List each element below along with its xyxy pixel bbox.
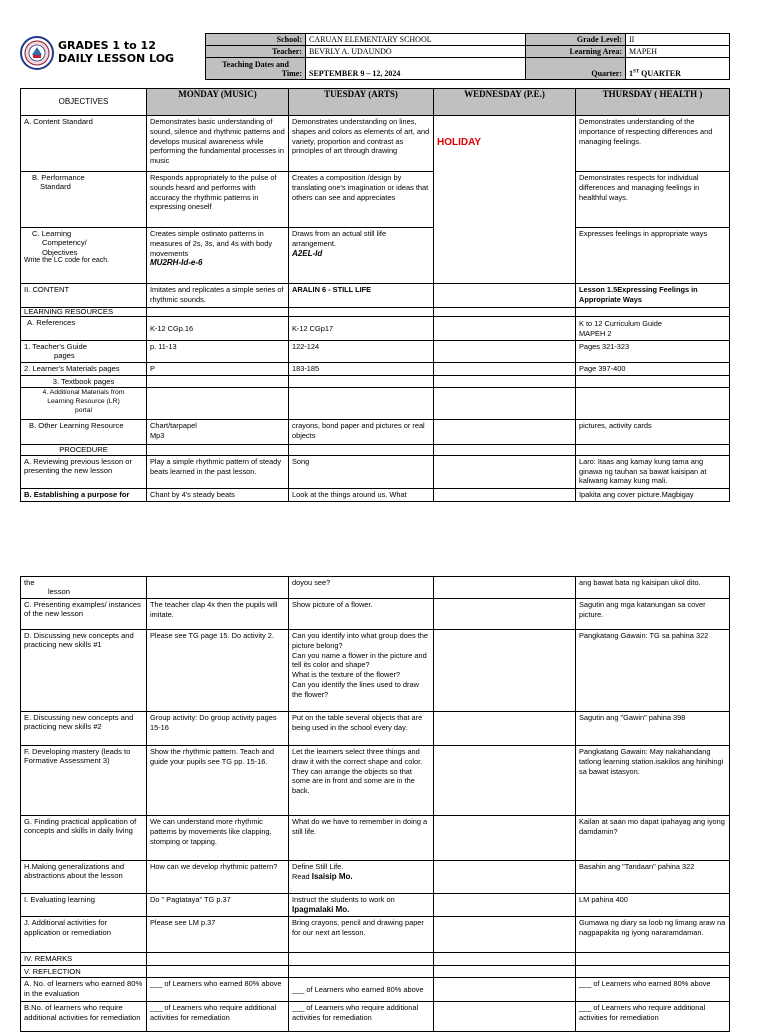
monday-cell: Please see TG page 15. Do activity 2. — [147, 630, 289, 712]
row-label: E. Discussing new concepts and practicing new skills #2 — [21, 712, 147, 746]
row-label: G. Finding practical application of concepts and skills in daily living — [21, 816, 147, 861]
row-label: B.No. of learners who require additional activities for remediation — [21, 1002, 147, 1032]
thursday-cell: Sagutin ang mga katanungan sa cover picture. — [576, 599, 730, 630]
header-info-table — [205, 33, 730, 80]
table-row — [21, 341, 730, 363]
monday-cell: The teacher clap 4x then the pupils will imitate. — [147, 599, 289, 630]
thursday-cell: LM pahina 400 — [576, 894, 730, 917]
tuesday-cell: ___ of Learners who require additional activities for remediation — [289, 1002, 434, 1032]
table-row — [21, 308, 730, 317]
row-label: H.Making generalizations and abstractions about the lesson — [21, 861, 147, 894]
tuesday-cell — [289, 445, 434, 455]
wednesday-cell — [434, 746, 576, 816]
monday-cell — [147, 965, 289, 977]
thursday-cell — [576, 308, 730, 317]
table-row — [21, 816, 730, 861]
row-label — [21, 341, 147, 363]
thursday-cell: ang bawat bata ng kaisipan ukol dito. — [576, 577, 730, 599]
wednesday-cell — [434, 1002, 576, 1032]
monday-cell: K-12 CGp.16 — [147, 317, 289, 341]
tuesday-cell: Look at the things around us. What — [289, 488, 434, 501]
wednesday-cell — [434, 375, 576, 387]
row-label — [21, 228, 147, 284]
quarter-value — [626, 58, 730, 80]
grade-level-label: Grade Level: — [526, 34, 626, 46]
teaching-dates-label — [206, 58, 306, 80]
monday-cell: Group activity: Do group activity pages 15-16 — [147, 712, 289, 746]
wednesday-cell — [434, 284, 576, 308]
tuesday-cell: 122-124 — [289, 341, 434, 363]
thursday-cell: Pangkatang Gawain: TG sa pahina 322 — [576, 630, 730, 712]
quarter-number: 1 — [629, 69, 633, 79]
tuesday-cell — [289, 953, 434, 965]
tuesday-competency-text: Draws from an actual still life arrangement. — [292, 229, 387, 248]
lesson-log-table-page-2 — [20, 576, 730, 1032]
table-row — [21, 455, 730, 488]
monday-cell: Imitates and replicates a simple series of rhythmic sounds. — [147, 284, 289, 308]
tuesday-cell: Creates a composition /design by translating one's imagination or ideas that others can see and appreciates — [289, 172, 434, 228]
wednesday-cell — [434, 420, 576, 445]
thursday-cell: Laro: Itaas ang kamay kung tama ang ginawa ng tauhan sa bawat kaisipan at kaliwang kamay kung mali. — [576, 455, 730, 488]
monday-cell — [147, 388, 289, 420]
quarter-suffix: ST — [633, 69, 640, 75]
wednesday-cell — [434, 712, 576, 746]
row-label: 2. Learner's Materials pages — [21, 363, 147, 376]
thursday-cell: Sagutin ang "Gawin" pahina 398 — [576, 712, 730, 746]
thursday-cell — [576, 375, 730, 387]
wednesday-cell — [434, 577, 576, 599]
tuesday-cell — [289, 894, 434, 917]
table-row — [21, 599, 730, 630]
monday-header: MONDAY (MUSIC) — [147, 89, 289, 116]
table-row — [21, 894, 730, 917]
title-line-1: GRADES 1 to 12 — [58, 39, 156, 52]
title-line-2: DAILY LESSON LOG — [58, 52, 175, 65]
tuesday-cell: crayons, bond paper and pictures or real objects — [289, 420, 434, 445]
tuesday-cell: ARALIN 6 - STILL LIFE — [289, 284, 434, 308]
table-row — [21, 630, 730, 712]
wednesday-cell — [434, 917, 576, 953]
monday-cell — [147, 445, 289, 455]
monday-lc-code: MU2RH-Id-e-6 — [150, 258, 203, 268]
wednesday-cell — [434, 317, 576, 341]
monday-cell — [147, 953, 289, 965]
wednesday-cell — [434, 953, 576, 965]
monday-cell: P — [147, 363, 289, 376]
row-label: D. Discussing new concepts and practicing new skills #1 — [21, 630, 147, 712]
tuesday-cell: doyou see? — [289, 577, 434, 599]
row-label: A. References — [21, 317, 147, 341]
table-row — [21, 917, 730, 953]
row-label: V. REFLECTION — [21, 965, 147, 977]
tuesday-generalization-line-2 — [292, 872, 430, 883]
monday-cell — [147, 375, 289, 387]
row-label-line: C. Learning — [32, 229, 72, 238]
row-label — [21, 172, 147, 228]
row-label: B. Establishing a purpose for — [21, 488, 147, 501]
monday-cell: Please see LM p.37 — [147, 917, 289, 953]
wednesday-holiday-cell — [434, 116, 576, 284]
row-label-line: Competency/ — [42, 238, 87, 248]
tuesday-cell: 183-185 — [289, 363, 434, 376]
row-label-line: Learning Resource (LR) — [47, 398, 120, 406]
tuesday-cell: Show picture of a flower. — [289, 599, 434, 630]
table-row — [21, 228, 730, 284]
row-label-line: B. Performance — [32, 173, 85, 182]
thursday-cell: Page 397-400 — [576, 363, 730, 376]
lesson-log-table-page-1 — [20, 88, 730, 502]
row-label: A. Reviewing previous lesson or presenting the new lesson — [21, 455, 147, 488]
thursday-cell — [576, 953, 730, 965]
objectives-header: OBJECTIVES — [21, 89, 147, 116]
table-row — [21, 317, 730, 341]
row-label: C. Presenting examples/ instances of the new lesson — [21, 599, 147, 630]
monday-cell: How can we develop rhythmic pattern? — [147, 861, 289, 894]
grade-level-value: II — [626, 34, 730, 46]
deped-seal-icon — [20, 36, 54, 70]
row-label: A. Content Standard — [21, 116, 147, 172]
table-row — [21, 953, 730, 965]
thursday-cell: Basahin ang "Tandaan" pahina 322 — [576, 861, 730, 894]
monday-resource-line-2: Mp3 — [150, 431, 165, 441]
monday-competency-text: Creates simple ostinato patterns in measures of 2s, 3s, and 4s with body movements — [150, 229, 273, 258]
tuesday-cell: Song — [289, 455, 434, 488]
tuesday-cell — [289, 965, 434, 977]
table-row — [21, 978, 730, 1002]
thursday-cell: Kailan at saan mo dapat ipahayag ang iyong damdamin? — [576, 816, 730, 861]
wednesday-cell — [434, 894, 576, 917]
row-label-line: 4. Additional Materials from — [42, 389, 125, 397]
row-label: I. Evaluating learning — [21, 894, 147, 917]
monday-cell — [147, 577, 289, 599]
wednesday-cell — [434, 599, 576, 630]
wednesday-cell — [434, 861, 576, 894]
row-label: A. No. of learners who earned 80% in the evaluation — [21, 978, 147, 1002]
thursday-cell — [576, 965, 730, 977]
table-row — [21, 375, 730, 387]
isaisip-mo-text: Isaisip Mo. — [311, 871, 353, 881]
wednesday-cell — [434, 388, 576, 420]
table-row — [21, 712, 730, 746]
tuesday-evaluation-line-1: Instruct the students to work on — [292, 895, 395, 904]
thursday-reference-line-1: K to 12 Curriculum Guide — [579, 319, 662, 329]
row-label-line: Standard — [40, 182, 71, 192]
row-label — [21, 388, 147, 420]
monday-cell: Do " Pagtataya" TG p.37 — [147, 894, 289, 917]
table-row — [21, 284, 730, 308]
thursday-cell: Pangkatang Gawain: May nakahandang tatlong learning station.isakilos ang hinihingi sa bawat istasyon. — [576, 746, 730, 816]
tuesday-cell: Put on the table several objects that are being used in the school every day. — [289, 712, 434, 746]
table-row — [21, 861, 730, 894]
row-label: LEARNING RESOURCES — [21, 308, 147, 317]
row-label: PROCEDURE — [21, 445, 147, 455]
monday-cell — [147, 420, 289, 445]
document-title — [58, 39, 174, 65]
monday-cell: ___ of Learners who require additional activities for remediation — [147, 1002, 289, 1032]
monday-cell: Chant by 4's steady beats — [147, 488, 289, 501]
thursday-cell — [576, 317, 730, 341]
table-row — [21, 1002, 730, 1032]
row-label-line: 1. Teacher's Guide — [24, 342, 87, 351]
row-label-line: the — [24, 578, 35, 587]
table-row — [21, 965, 730, 977]
monday-cell: p. 11-13 — [147, 341, 289, 363]
thursday-header: THURSDAY ( HEALTH ) — [576, 89, 730, 116]
table-row — [21, 363, 730, 376]
thursday-cell: Pages 321-323 — [576, 341, 730, 363]
tuesday-cell — [289, 388, 434, 420]
wednesday-cell — [434, 630, 576, 712]
table-row — [21, 172, 730, 228]
tuesday-cell: Can you identify into what group does the picture belong? Can you name a flower in the picture and tell its color and shape? What is the texture of the flower? Can you identify the lines used to draw the flower? — [289, 630, 434, 712]
teaching-dates-label-1: Teaching Dates and — [222, 59, 289, 69]
teaching-dates-value: SEPTEMBER 9 – 12, 2024 — [306, 58, 526, 80]
tuesday-cell: Let the learners select three things and draw it with the correct shape and color. They can arrange the objects so that some are in front and some are in the back. — [289, 746, 434, 816]
row-label: B. Other Learning Resource — [21, 420, 147, 445]
quarter-label: Quarter: — [526, 58, 626, 80]
tuesday-cell: Bring crayons, pencil and drawing paper for our next art lesson. — [289, 917, 434, 953]
tuesday-cell: Demonstrates understanding on lines, shapes and colors as elements of art, and variety, proportion and contrast as principles of art through drawing — [289, 116, 434, 172]
row-label — [21, 577, 147, 599]
thursday-cell: Lesson 1.5Expressing Feelings in Appropriate Ways — [576, 284, 730, 308]
wednesday-cell — [434, 965, 576, 977]
thursday-cell: Demonstrates understanding of the importance of respecting differences and managing feelings. — [576, 116, 730, 172]
thursday-cell: Ipakita ang cover picture.Magbigay — [576, 488, 730, 501]
thursday-cell: Demonstrates respects for individual differences and managing feelings in healthful ways. — [576, 172, 730, 228]
row-label-line: Write the LC code for each. — [24, 257, 110, 265]
thursday-cell: Expresses feelings in appropriate ways — [576, 228, 730, 284]
row-label-line: lesson — [48, 587, 70, 597]
tuesday-cell — [289, 375, 434, 387]
quarter-word: QUARTER — [639, 69, 681, 79]
tuesday-cell: K-12 CGp17 — [289, 317, 434, 341]
holiday-label: HOLIDAY — [437, 137, 482, 148]
school-label: School: — [206, 34, 306, 46]
wednesday-cell — [434, 308, 576, 317]
tuesday-lc-code: A2EL-Id — [292, 248, 323, 258]
table-row — [21, 488, 730, 501]
tuesday-cell: What do we have to remember in doing a still life. — [289, 816, 434, 861]
row-label: IV. REMARKS — [21, 953, 147, 965]
monday-cell: We can understand more rhythmic patterns by movements like clapping, stomping or tapping. — [147, 816, 289, 861]
row-label: J. Additional activities for application or remediation — [21, 917, 147, 953]
monday-cell — [147, 308, 289, 317]
thursday-cell — [576, 445, 730, 455]
row-label: II. CONTENT — [21, 284, 147, 308]
thursday-cell: ___ of Learners who earned 80% above — [576, 978, 730, 1002]
monday-resource-line-1: Chart/tarpapel — [150, 421, 197, 431]
tuesday-cell — [289, 308, 434, 317]
row-label-line: Objectives — [42, 247, 78, 257]
wednesday-cell — [434, 455, 576, 488]
monday-cell: ___ of Learners who earned 80% above — [147, 978, 289, 1002]
thursday-cell: pictures, activity cards — [576, 420, 730, 445]
monday-cell: Demonstrates basic understanding of sound, silence and rhythmic patterns and develops musical awareness while performing the fundamental processes in music — [147, 116, 289, 172]
monday-cell: Show the rhythmic pattern. Teach and guide your pupils see TG pp. 15-16. — [147, 746, 289, 816]
row-label-line: portal — [74, 406, 92, 414]
tuesday-cell: ___ of Learners who earned 80% above — [289, 978, 434, 1002]
tuesday-evaluation-line-2: Ipagmalaki Mo. — [292, 904, 350, 914]
monday-cell: Responds appropriately to the pulse of sounds heard and performs with accuracy the rhythmic patterns in expressing oneself — [147, 172, 289, 228]
tuesday-header: TUESDAY (ARTS) — [289, 89, 434, 116]
table-row — [21, 445, 730, 455]
teacher-value: BEVRLY A. UDAUNDO — [306, 46, 526, 58]
teaching-dates-label-2: Time: — [281, 68, 302, 78]
wednesday-cell — [434, 488, 576, 501]
tuesday-cell — [289, 228, 434, 284]
read-text: Read — [292, 871, 312, 881]
learning-area-value: MAPEH — [626, 46, 730, 58]
table-row — [21, 388, 730, 420]
row-label: 3. Textbook pages — [21, 375, 147, 387]
wednesday-cell — [434, 816, 576, 861]
wednesday-cell — [434, 341, 576, 363]
thursday-cell: Gumawa ng diary sa loob ng limang araw na nagpapakita ng iyong nararamdaman. — [576, 917, 730, 953]
table-row — [21, 116, 730, 172]
teacher-label: Teacher: — [206, 46, 306, 58]
thursday-cell — [576, 388, 730, 420]
wednesday-cell — [434, 363, 576, 376]
monday-cell — [147, 228, 289, 284]
row-label: F. Developing mastery (leads to Formative Assessment 3) — [21, 746, 147, 816]
table-row — [21, 577, 730, 599]
learning-area-label: Learning Area: — [526, 46, 626, 58]
monday-cell: Play a simple rhythmic pattern of steady beats learned in the past lesson. — [147, 455, 289, 488]
thursday-reference-line-2: MAPEH 2 — [579, 329, 612, 339]
table-row — [21, 746, 730, 816]
row-label-line: pages — [54, 351, 75, 361]
tuesday-cell — [289, 861, 434, 894]
wednesday-cell — [434, 978, 576, 1002]
thursday-cell: ___ of Learners who require additional activities for remediation — [576, 1002, 730, 1032]
tuesday-generalization-line-1: Define Still Life. — [292, 862, 344, 871]
table-row — [21, 420, 730, 445]
wednesday-header: WEDNESDAY (P.E.) — [434, 89, 576, 116]
wednesday-cell — [434, 445, 576, 455]
school-value: CARUAN ELEMENTARY SCHOOL — [306, 34, 526, 46]
